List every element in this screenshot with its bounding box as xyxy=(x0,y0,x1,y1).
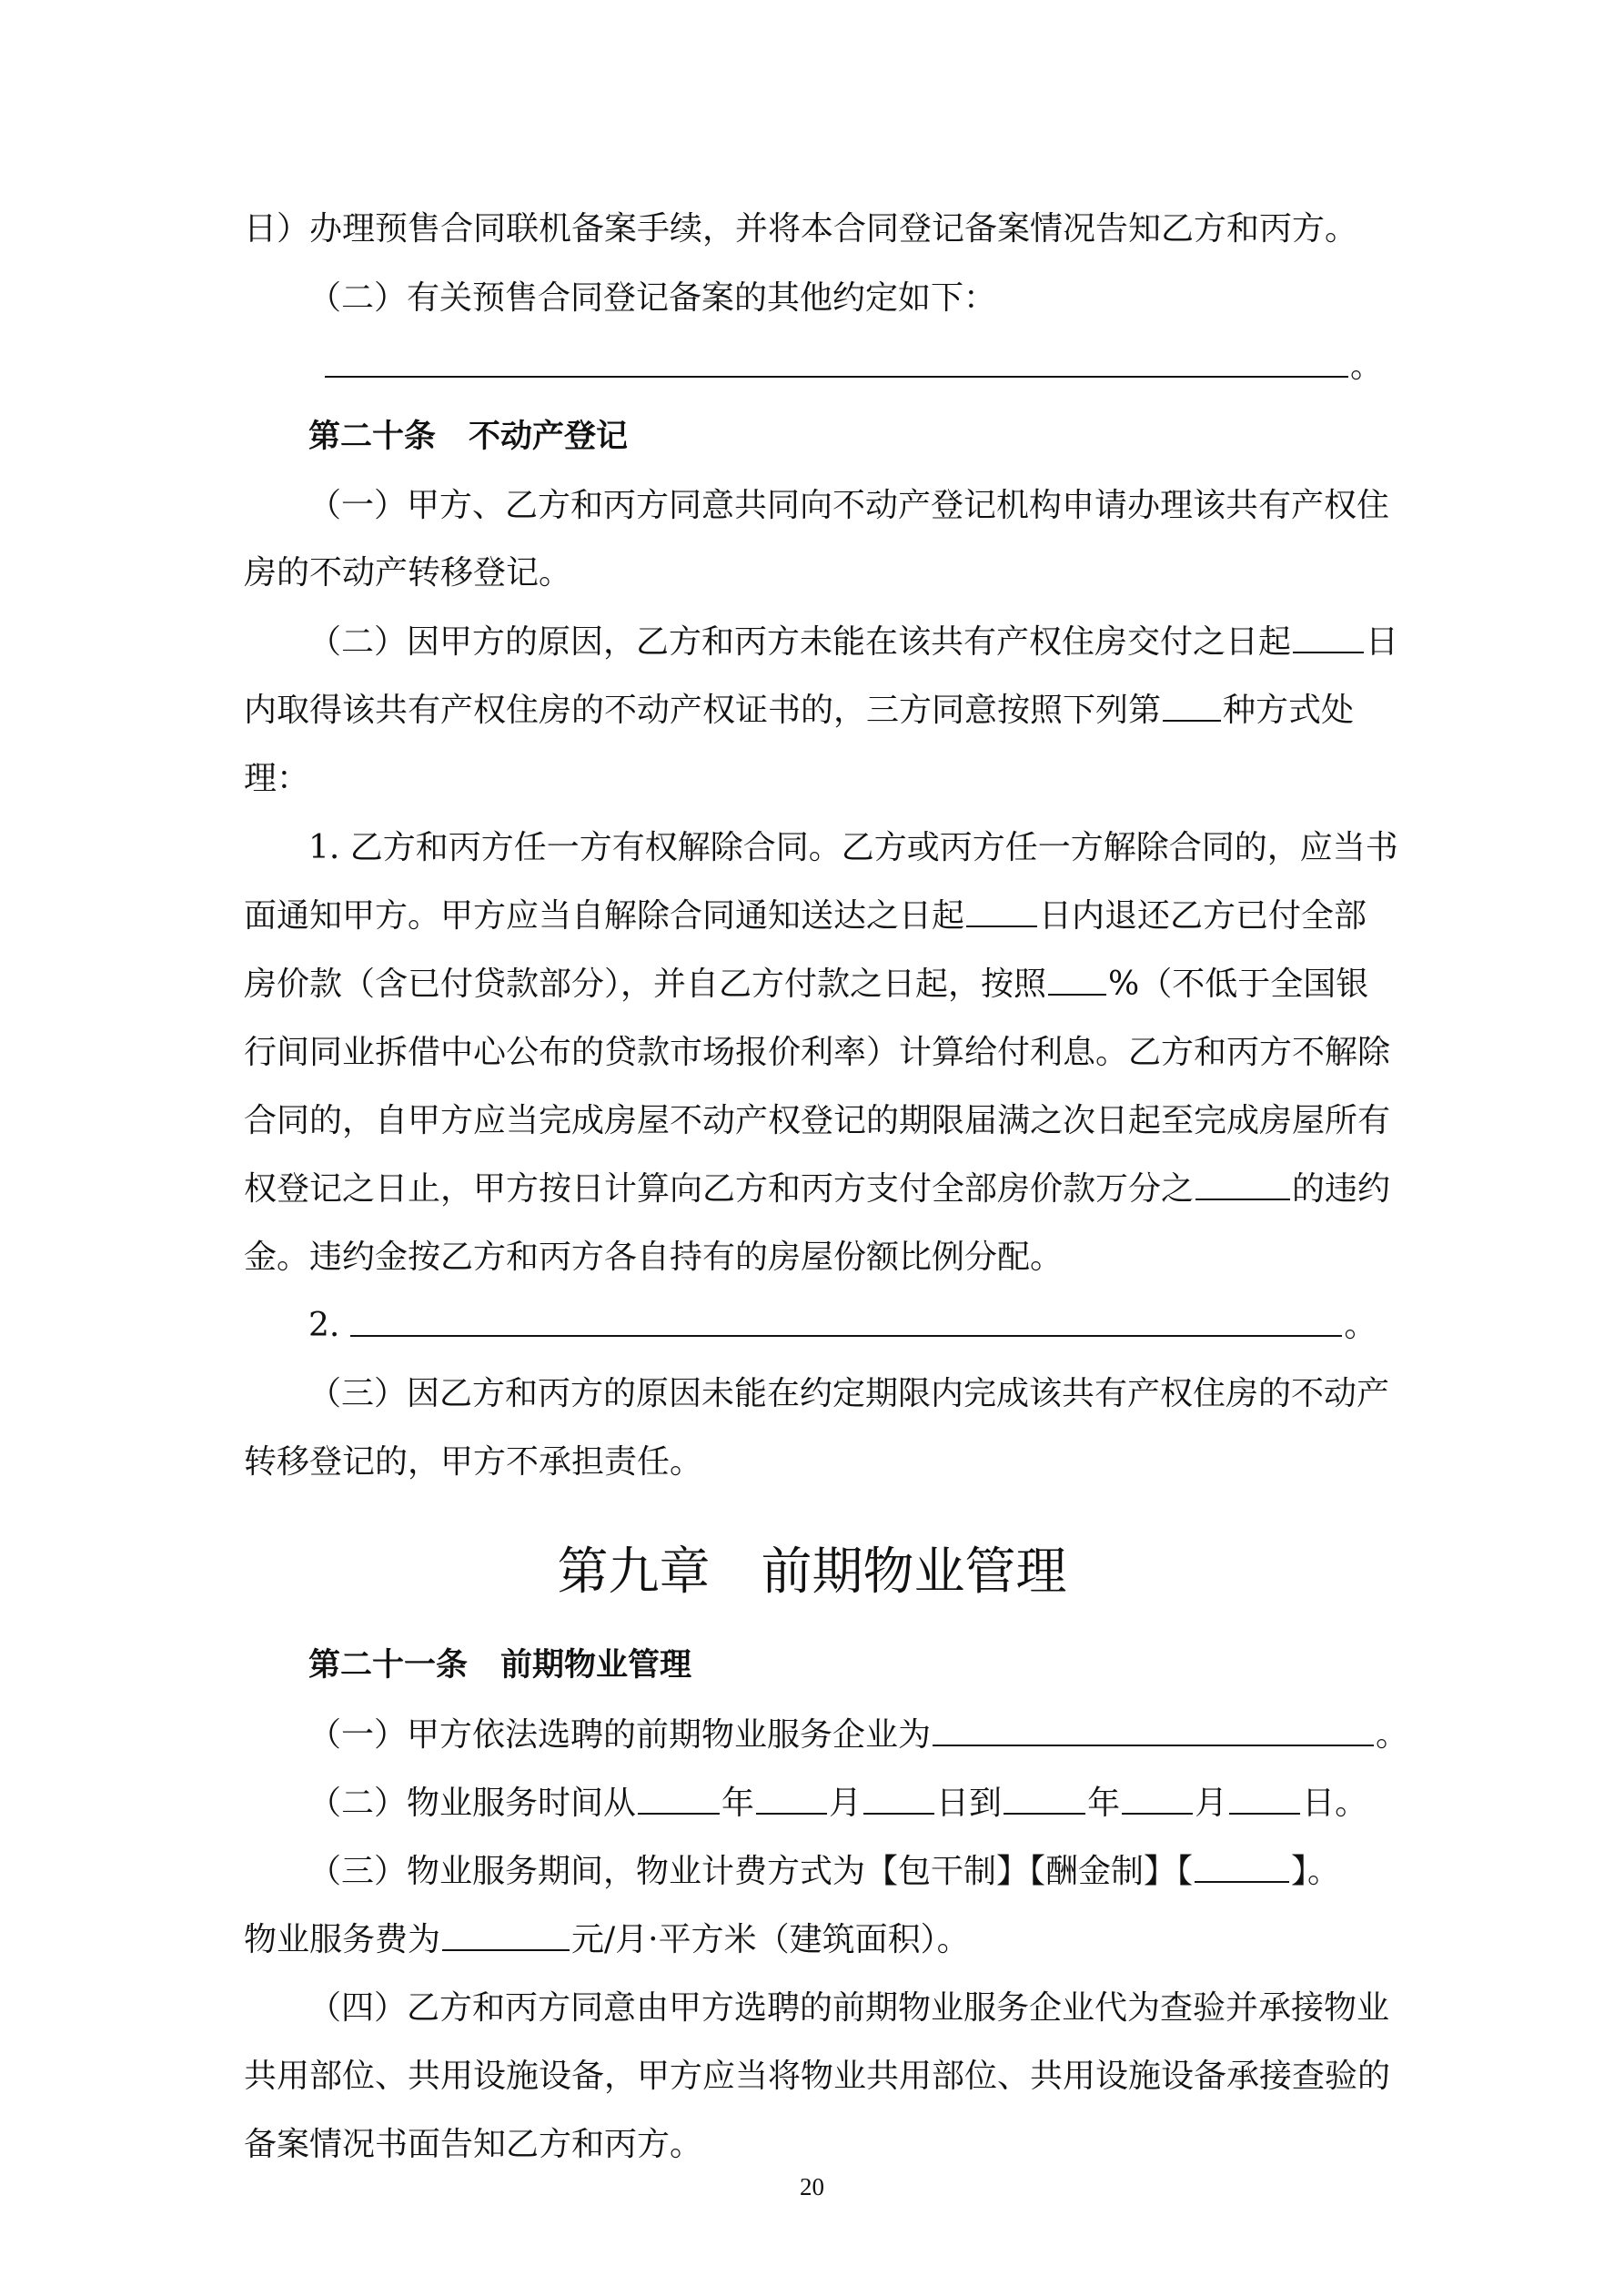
text: 转移登记的，甲方不承担责任。 xyxy=(244,1443,703,1481)
paragraph-20-2-line2 xyxy=(0,683,1624,738)
article-title: 前期物业管理 xyxy=(500,1646,692,1684)
article-20-heading xyxy=(0,410,1624,464)
item-1-line1 xyxy=(0,821,1624,875)
text: 。 xyxy=(1376,1716,1409,1754)
text: 物业服务费为 xyxy=(244,1921,441,1958)
text: 共用部位、共用设施设备，甲方应当将物业共用部位、共用设施设备承接查验的 xyxy=(244,2058,1391,2095)
text: 日）办理预售合同联机备案手续，并将本合同登记备案情况告知乙方和丙方。 xyxy=(244,210,1358,248)
text: （三）因乙方和丙方的原因未能在约定期限内完成该共有产权住房的不动产 xyxy=(308,1375,1390,1412)
text: 月 xyxy=(829,1785,862,1822)
paragraph-20-3-line1 xyxy=(0,1367,1624,1421)
paragraph-21-2 xyxy=(0,1776,1624,1831)
paragraph-20-2-line1 xyxy=(0,615,1624,670)
blank-option-number[interactable] xyxy=(1163,683,1221,722)
item-1-line7 xyxy=(0,1230,1624,1285)
paragraph-21-4-line3 xyxy=(0,2118,1624,2172)
blank-penalty-rate[interactable] xyxy=(1195,1162,1290,1200)
paragraph-20-1-line1 xyxy=(0,479,1624,533)
article-21-heading xyxy=(0,1638,1624,1693)
text: 行间同业拆借中心公布的贷款市场报价利率）计算给付利息。乙方和丙方不解除 xyxy=(244,1034,1391,1071)
article-title: 不动产登记 xyxy=(469,418,629,455)
item-number: 2. xyxy=(308,1307,340,1344)
blank-start-day[interactable] xyxy=(863,1776,934,1815)
page-number: 20 xyxy=(800,2173,824,2200)
item-2 xyxy=(0,1299,1624,1353)
blank-start-month[interactable] xyxy=(756,1776,827,1815)
paragraph-21-4-line1 xyxy=(0,1981,1624,2036)
paragraph-21-3-line1 xyxy=(0,1845,1624,1899)
paragraph-20-1-line2 xyxy=(0,546,1624,601)
text: 年 xyxy=(1087,1785,1121,1822)
text: 房价款（含已付贷款部分），并自乙方付款之日起，按照 xyxy=(244,966,1047,1003)
paragraph-20-2-line3 xyxy=(0,752,1624,806)
blank-item-2[interactable] xyxy=(350,1299,1342,1337)
item-1-line2 xyxy=(0,889,1624,944)
text: 1. 乙方和丙方任一方有权解除合同。乙方或丙方任一方解除合同的，应当书 xyxy=(308,829,1398,866)
article-number: 第二十条 xyxy=(308,418,437,455)
blank-property-company[interactable] xyxy=(933,1708,1374,1746)
text: （二）因甲方的原因，乙方和丙方未能在该共有产权住房交付之日起 xyxy=(308,623,1292,661)
paragraph-21-1 xyxy=(0,1708,1624,1763)
text: （一）甲方依法选聘的前期物业服务企业为 xyxy=(308,1716,932,1754)
text: 年 xyxy=(721,1785,755,1822)
paragraph-21-4-line2 xyxy=(0,2049,1624,2104)
text: 备案情况书面告知乙方和丙方。 xyxy=(244,2126,703,2163)
text: 种方式处 xyxy=(1223,692,1355,729)
text: 】。 xyxy=(1291,1853,1341,1890)
text: 。 xyxy=(1350,348,1384,385)
text: 合同的，自甲方应当完成房屋不动产权登记的期限届满之次日起至完成房屋所有 xyxy=(244,1102,1391,1139)
chapter-title: 第九章 前期物业管理 xyxy=(557,1542,1067,1602)
text: 理： xyxy=(244,760,310,797)
blank-days-certificate[interactable] xyxy=(1293,615,1364,653)
text: 日 xyxy=(1366,623,1399,661)
blank-start-year[interactable] xyxy=(638,1776,720,1815)
text: 面通知甲方。甲方应当自解除合同通知送达之日起 xyxy=(244,897,965,935)
blank-end-month[interactable] xyxy=(1122,1776,1193,1815)
text: %（不低于全国银 xyxy=(1108,966,1369,1003)
fill-in-line-filing xyxy=(0,339,1624,394)
text: 月 xyxy=(1195,1785,1228,1822)
item-1-line4 xyxy=(0,1026,1624,1080)
text: 权登记之日止，甲方按日计算向乙方和丙方支付全部房价款万分之 xyxy=(244,1170,1195,1208)
paragraph-continuation xyxy=(0,202,1624,257)
blank-end-year[interactable] xyxy=(1004,1776,1085,1815)
paragraph-filing-other xyxy=(0,271,1624,326)
text: 金。违约金按乙方和丙方各自持有的房屋份额比例分配。 xyxy=(244,1239,1064,1276)
item-1-line3 xyxy=(0,957,1624,1012)
text: 内取得该共有产权住房的不动产权证书的，三方同意按照下列第 xyxy=(244,692,1162,729)
item-1-line5 xyxy=(0,1094,1624,1148)
blank-filing-other[interactable] xyxy=(325,339,1348,378)
text: 日。 xyxy=(1302,1785,1368,1822)
blank-billing-method[interactable] xyxy=(1195,1845,1289,1883)
item-1-line6 xyxy=(0,1162,1624,1217)
blank-refund-days[interactable] xyxy=(966,889,1037,927)
text: （一）甲方、乙方和丙方同意共同向不动产登记机构申请办理该共有产权住 xyxy=(308,487,1390,524)
blank-interest-rate[interactable] xyxy=(1048,957,1106,996)
text: 元/月·平方米（建筑面积）。 xyxy=(571,1921,970,1958)
blank-service-fee[interactable] xyxy=(442,1913,570,1951)
text: 房的不动产转移登记。 xyxy=(244,554,572,592)
blank-end-day[interactable] xyxy=(1229,1776,1300,1815)
text: 。 xyxy=(1344,1307,1377,1344)
paragraph-20-3-line2 xyxy=(0,1435,1624,1490)
text: 日到 xyxy=(936,1785,1003,1822)
text: （四）乙方和丙方同意由甲方选聘的前期物业服务企业代为查验并承接物业 xyxy=(308,1989,1390,2027)
text: 日内退还乙方已付全部 xyxy=(1039,897,1367,935)
text: （三）物业服务期间，物业计费方式为【包干制】【酬金制】【 xyxy=(308,1853,1194,1890)
article-number: 第二十一条 xyxy=(308,1646,469,1684)
text: （二）物业服务时间从 xyxy=(308,1785,637,1822)
text: 的违约 xyxy=(1292,1170,1391,1208)
paragraph-21-3-line2 xyxy=(0,1913,1624,1967)
text: （二）有关预售合同登记备案的其他约定如下： xyxy=(308,279,997,317)
